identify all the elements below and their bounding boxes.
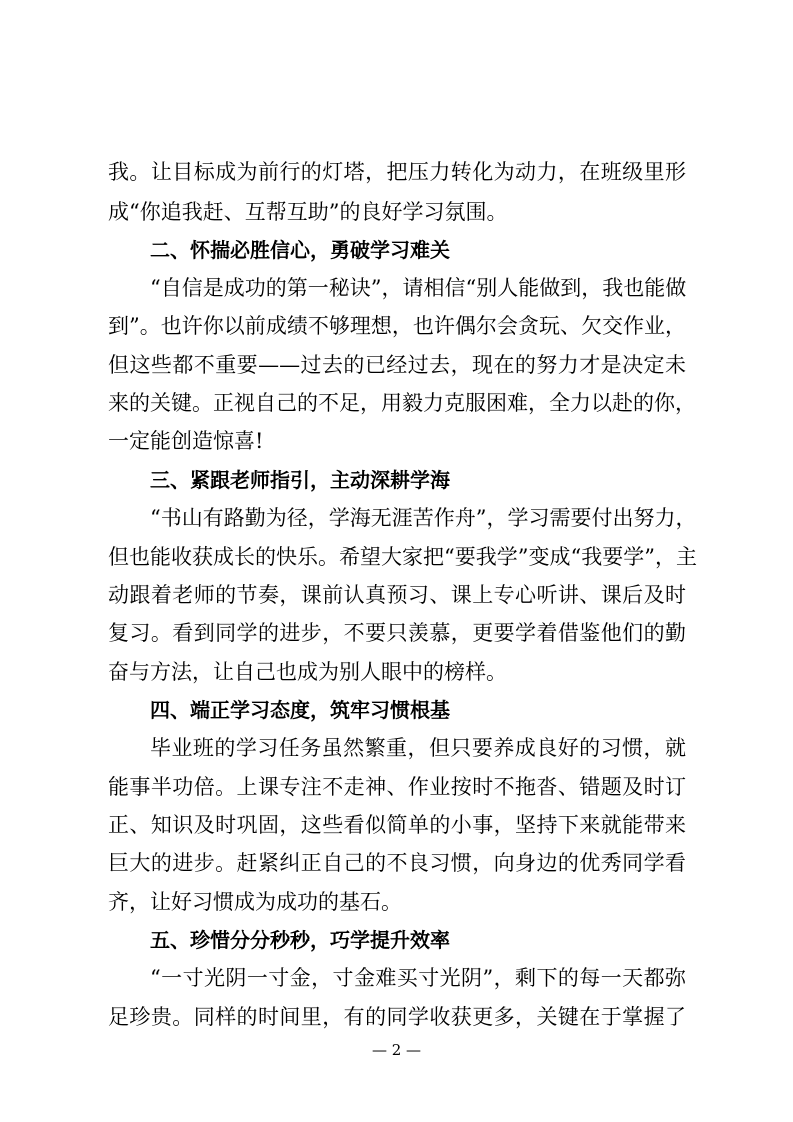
paragraph-line: 巨大的进步。赶紧纠正自己的不良习惯，向身边的优秀同学看 — [108, 851, 686, 875]
paragraph-line: 成“你追我赶、互帮互助”的良好学习氛围。 — [108, 200, 508, 224]
paragraph-line: 到”。也许你以前成绩不够理想，也许偶尔会贪玩、欠交作业， — [108, 314, 686, 338]
paragraph-line: 我。让目标成为前行的灯塔，把压力转化为动力，在班级里形 — [108, 160, 686, 184]
paragraph-line: 但也能收获成长的快乐。希望大家把“要我学”变成“我要学”，主 — [108, 545, 697, 569]
paragraph-line: 毕业班的学习任务虽然繁重，但只要养成良好的习惯，就 — [150, 736, 686, 760]
paragraph-line: 一定能创造惊喜! — [108, 429, 264, 453]
section-heading-4: 四、端正学习态度，筑牢习惯根基 — [150, 698, 450, 722]
paragraph-line: 奋与方法，让自己也成为别人眼中的榜样。 — [108, 660, 507, 684]
paragraph-line: “一寸光阴一寸金，寸金难买寸光阴”，剩下的每一天都弥 — [150, 966, 686, 990]
section-heading-2: 二、怀揣必胜信心，勇破学习难关 — [150, 238, 450, 262]
paragraph-line: 动跟着老师的节奏，课前认真预习、课上专心听讲、课后及时 — [108, 583, 686, 607]
paragraph-line: 但这些都不重要——过去的已经过去，现在的努力才是决定未 — [108, 353, 686, 377]
paragraph-line: “书山有路勤为径，学海无涯苦作舟”，学习需要付出努力， — [150, 506, 697, 530]
paragraph-line: 足珍贵。同样的时间里，有的同学收获更多，关键在于掌握了 — [108, 1005, 686, 1029]
section-heading-3: 三、紧跟老师指引，主动深耕学海 — [150, 468, 450, 492]
paragraph-line: “自信是成功的第一秘诀”，请相信“别人能做到，我也能做 — [150, 276, 687, 300]
section-heading-5: 五、珍惜分分秒秒，巧学提升效率 — [150, 928, 450, 952]
page-number: — 2 — — [371, 1041, 422, 1059]
paragraph-line: 能事半功倍。上课专注不走神、作业按时不拖沓、错题及时订 — [108, 775, 686, 799]
paragraph-line: 来的关键。正视自己的不足，用毅力克服困难，全力以赴的你， — [108, 391, 696, 415]
paragraph-line: 复习。看到同学的进步，不要只羡慕，更要学着借鉴他们的勤 — [108, 621, 686, 645]
paragraph-line: 齐，让好习惯成为成功的基石。 — [108, 890, 402, 914]
paragraph-line: 正、知识及时巩固，这些看似简单的小事，坚持下来就能带来 — [108, 813, 686, 837]
